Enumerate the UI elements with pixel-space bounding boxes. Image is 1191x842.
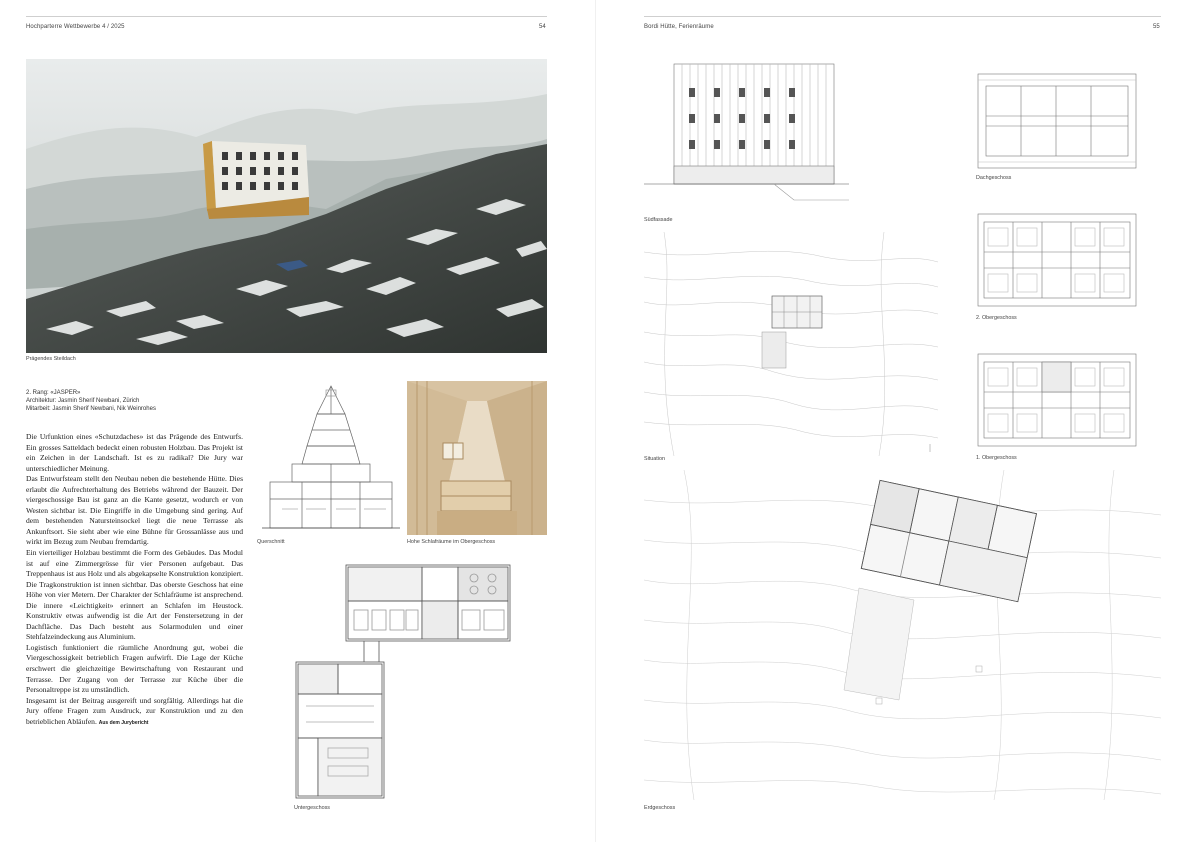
header-rule	[26, 16, 547, 17]
site-plan	[644, 232, 938, 456]
source-note: Aus dem Jurybericht	[98, 719, 149, 726]
attic-caption: Dachgeschoss	[976, 175, 1012, 181]
photo-caption: Hohe Schlafräume im Obergeschoss	[407, 539, 496, 545]
jury-text	[26, 432, 243, 728]
cross-section-drawing	[262, 384, 400, 532]
interior-photo	[407, 381, 547, 535]
section-caption: Querschnitt	[257, 539, 285, 545]
south-facade-drawing	[644, 60, 849, 210]
page-number: 55	[1153, 24, 1160, 30]
project-meta	[26, 389, 156, 413]
second-floor-caption: 2. Obergeschoss	[976, 315, 1017, 321]
paragraph: Logistisch funktioniert die räumliche Anordnung gut, wobei die Viergeschossigkeit betrieblich Fragen aufwirft. Die Lage der Küche erschwert die gleichzeitige Bewirtschaftung von Restaurant und Terrasse. Der Zugang von der Terrasse zur Küche über die Personaltreppe ist zu umständlich.	[26, 642, 243, 695]
site-caption: Situation	[644, 456, 665, 462]
paragraph: Das Entwurfsteam stellt den Neubau neben die bestehende Hütte. Dies erlaubt die Aufrechterhaltung des Betriebs während der Bauzeit. Der viergeschossige Bau ist ganz an die Kante gesetzt, wodurch er von Westen sichtbar ist. Die Eingriffe in die Umgebung sind gering. Auf dem bestehenden Natursteinsockel liegt die neue Terrasse als Ankunftsort. Sie sieht aber wie eine Bühne für Grossanlässe aus und wirkt im Bezug zum Neubau fremdartig.	[26, 474, 243, 547]
project-rank: 2. Rang: «JASPER»	[26, 390, 81, 396]
entry-floor-plan	[644, 470, 1161, 800]
hero-rendering	[26, 59, 547, 353]
ground-floor-plan	[294, 562, 514, 802]
first-floor-plan	[976, 352, 1138, 448]
header-rule	[644, 16, 1161, 17]
hero-caption: Prägendes Steildach	[26, 356, 76, 362]
entry-floor-caption: Erdgeschoss	[644, 805, 676, 811]
right-page	[596, 0, 1191, 842]
header-title: Hochparterre Wettbewerbe 4 / 2025	[26, 24, 125, 30]
project-staff: Mitarbeit: Jasmin Sherif Newbani, Nik Weinrohes	[26, 406, 156, 412]
south-facade-caption: Südfassade	[644, 217, 673, 223]
page-number: 54	[539, 24, 546, 30]
hut-building	[203, 141, 309, 219]
paragraph-text: Insgesamt ist der Beitrag ausgereift und sorgfältig. Allerdings hat die Jury offene Fragen zum Ausdruck, zur Konstruktion und zu den betrieblichen Abläufen.	[26, 695, 243, 726]
second-floor-plan	[976, 212, 1138, 308]
left-page	[0, 0, 595, 842]
paragraph: Ein vierteiliger Holzbau bestimmt die Form des Gebäudes. Das Modul ist auf eine Zimmergrösse für vier Personen aufgebaut. Das Treppenhaus ist aus Holz und als abgekapselte Konstruktion konzipiert. Die Tragkonstruktion ist innen sichtbar. Das oberste Geschoss hat eine Höhe von vier Metern. Der Charakter der Schlafräume ist ansprechend. Die innere «Leichtigkeit» erinnert an Schlafen im Heustock. Konstruktiv etwas aufwendig ist die Art der Fenstersetzung in der Dachfläche. Das Dach besteht aus Solarmodulen und einer Stehfalzeindeckung aus Aluminium.	[26, 548, 243, 642]
paragraph	[26, 696, 243, 729]
header-title: Bordi Hütte, Ferienräume	[644, 24, 714, 30]
attic-plan	[976, 72, 1138, 170]
paragraph: Die Urfunktion eines «Schutzdaches» ist das Prägende des Entwurfs. Ein grosses Satteldach bedeckt einen robusten Holzbau. Das Projekt ist ein Zeichen in der Landschaft. Ist es zu radikal? Die Jury war unterschiedlicher Meinung.	[26, 432, 243, 473]
first-floor-caption: 1. Obergeschoss	[976, 455, 1017, 461]
ground-floor-caption: Untergeschoss	[294, 805, 330, 811]
project-architecture: Architektur: Jasmin Sherif Newbani, Zürich	[26, 398, 140, 404]
